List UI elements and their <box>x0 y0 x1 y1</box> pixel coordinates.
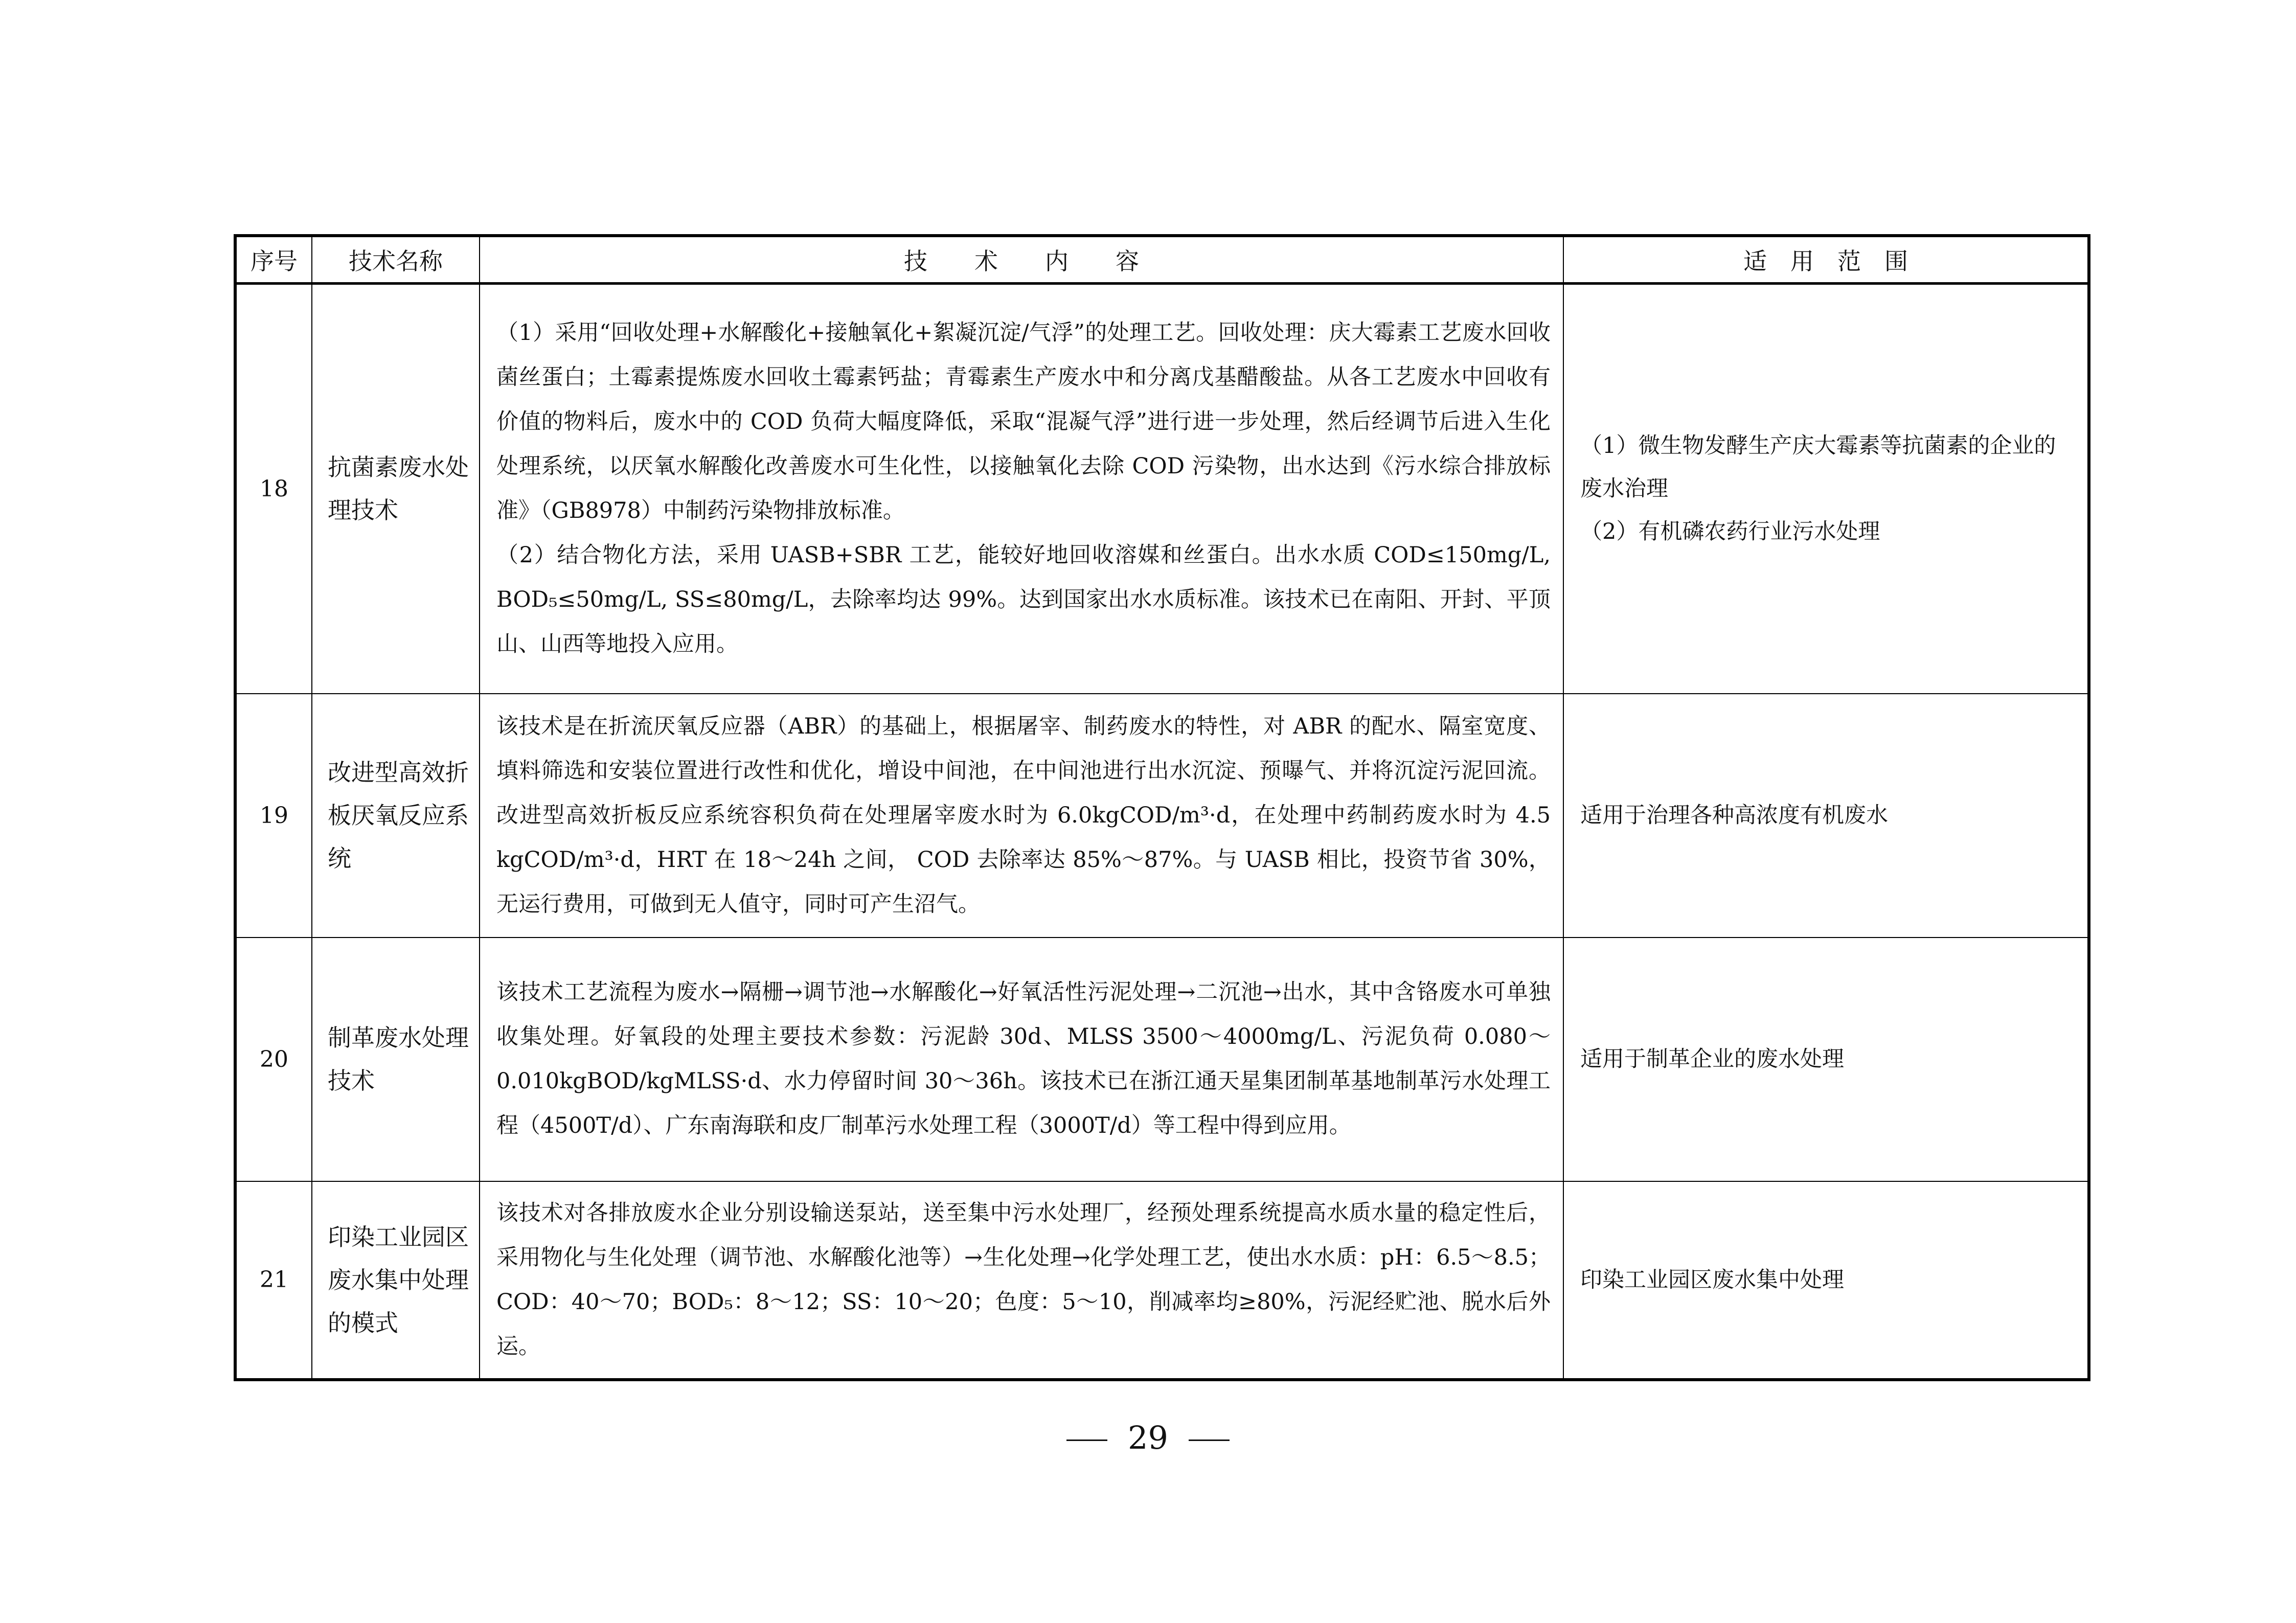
technology-name-text: 印染工业园区废水集中处理的模式 <box>328 1223 469 1337</box>
technology-name-text: 改进型高效折板厌氧反应系统 <box>328 759 469 872</box>
row-number: 21 <box>235 1181 312 1380</box>
technology-content <box>480 1181 1563 1380</box>
technology-name-text: 制革废水处理技术 <box>328 1024 469 1094</box>
technology-content <box>480 938 1563 1181</box>
content-paragraph: 该技术是在折流厌氧反应器（ABR）的基础上，根据屠宰、制药废水的特性，对 ABR 的配水、隔室宽度、填料筛选和安装位置进行改性和优化，增设中间池，在中间池进行出水沉淀、预曝气、并将沉淀污泥回流。改进型高效折板反应系统容积负荷在处理屠宰废水时为 6.0kgCOD/m³·d，在处理中药制药废水时为 4.5 kgCOD/m³·d，HRT 在 18～24h 之间， COD 去除率达 85%～87%。与 UASB 相比，投资节省 30%，无运行费用，可做到无人值守，同时可产生沼气。 <box>496 713 1551 917</box>
scope-line: 印染工业园区废水集中处理 <box>1580 1267 1844 1293</box>
technology-name <box>312 284 480 694</box>
table-row <box>235 1181 2089 1380</box>
technology-name <box>312 938 480 1181</box>
application-scope <box>1563 938 2089 1181</box>
scope-line: 适用于制革企业的废水处理 <box>1580 1046 1844 1072</box>
technology-content <box>480 284 1563 694</box>
row-number: 18 <box>235 284 312 694</box>
technology-table <box>234 234 2090 1381</box>
table-body <box>235 284 2089 1380</box>
row-number: 20 <box>235 938 312 1181</box>
application-scope <box>1563 1181 2089 1380</box>
table-row <box>235 694 2089 938</box>
footer-dash-right <box>1189 1439 1230 1441</box>
table-header <box>235 236 2089 284</box>
footer-dash-left <box>1066 1439 1107 1441</box>
header-scope: 适 用 范 围 <box>1563 236 2089 284</box>
scope-line: 适用于治理各种高浓度有机废水 <box>1580 803 1888 828</box>
content-paragraph: 该技术对各排放废水企业分别设输送泵站，送至集中污水处理厂，经预处理系统提高水质水量的稳定性后，采用物化与生化处理（调节池、水解酸化池等）→生化处理→化学处理工艺，使出水水质：pH：6.5～8.5；COD：40～70；BOD₅：8～12；SS：10～20；色度：5～10，削减率均≥80%，污泥经贮池、脱水后外运。 <box>496 1200 1551 1359</box>
content-paragraph: 该技术工艺流程为废水→隔栅→调节池→水解酸化→好氧活性污泥处理→二沉池→出水，其中含铬废水可单独收集处理。好氧段的处理主要技术参数：污泥龄 30d、MLSS 3500～4000mg/L、污泥负荷 0.080～0.010kgBOD/kgMLSS·d、水力停留时间 30～36h。该技术已在浙江通天星集团制革基地制革污水处理工程（4500T/d）、广东南海联和皮厂制革污水处理工程（3000T/d）等工程中得到应用。 <box>496 979 1551 1138</box>
header-content: 技 术 内 容 <box>480 236 1563 284</box>
content-paragraph: （2）结合物化方法，采用 UASB+SBR 工艺，能较好地回收溶媒和丝蛋白。出水水质 COD≤150mg/L, BOD₅≤50mg/L, SS≤80mg/L，去除率均达 99%。达到国家出水水质标准。该技术已在南阳、开封、平顶山、山西等地投入应用。 <box>496 542 1551 657</box>
technology-content <box>480 694 1563 938</box>
table-row <box>235 284 2089 694</box>
scope-line: （1）微生物发酵生产庆大霉素等抗菌素的企业的废水治理 <box>1580 433 2056 502</box>
application-scope <box>1563 694 2089 938</box>
header-no: 序号 <box>235 236 312 284</box>
header-row <box>235 236 2089 284</box>
row-number: 19 <box>235 694 312 938</box>
technology-name <box>312 1181 480 1380</box>
table-row <box>235 938 2089 1181</box>
scope-line: （2）有机磷农药行业污水处理 <box>1580 519 1880 545</box>
page-footer <box>0 1420 2296 1456</box>
technology-name-text: 抗菌素废水处理技术 <box>328 453 469 524</box>
application-scope <box>1563 284 2089 694</box>
header-name: 技术名称 <box>312 236 480 284</box>
content-paragraph: （1）采用“回收处理+水解酸化+接触氧化+絮凝沉淀/气浮”的处理工艺。回收处理：庆大霉素工艺废水回收菌丝蛋白；土霉素提炼废水回收土霉素钙盐；青霉素生产废水中和分离戊基醋酸盐。从各工艺废水中回收有价值的物料后，废水中的 COD 负荷大幅度降低，采取“混凝气浮”进行进一步处理，然后经调节后进入生化处理系统，以厌氧水解酸化改善废水可生化性，以接触氧化去除 COD 污染物，出水达到《污水综合排放标准》（GB8978）中制药污染物排放标准。 <box>496 320 1551 524</box>
technology-name <box>312 694 480 938</box>
page-number: 29 <box>1128 1419 1168 1456</box>
